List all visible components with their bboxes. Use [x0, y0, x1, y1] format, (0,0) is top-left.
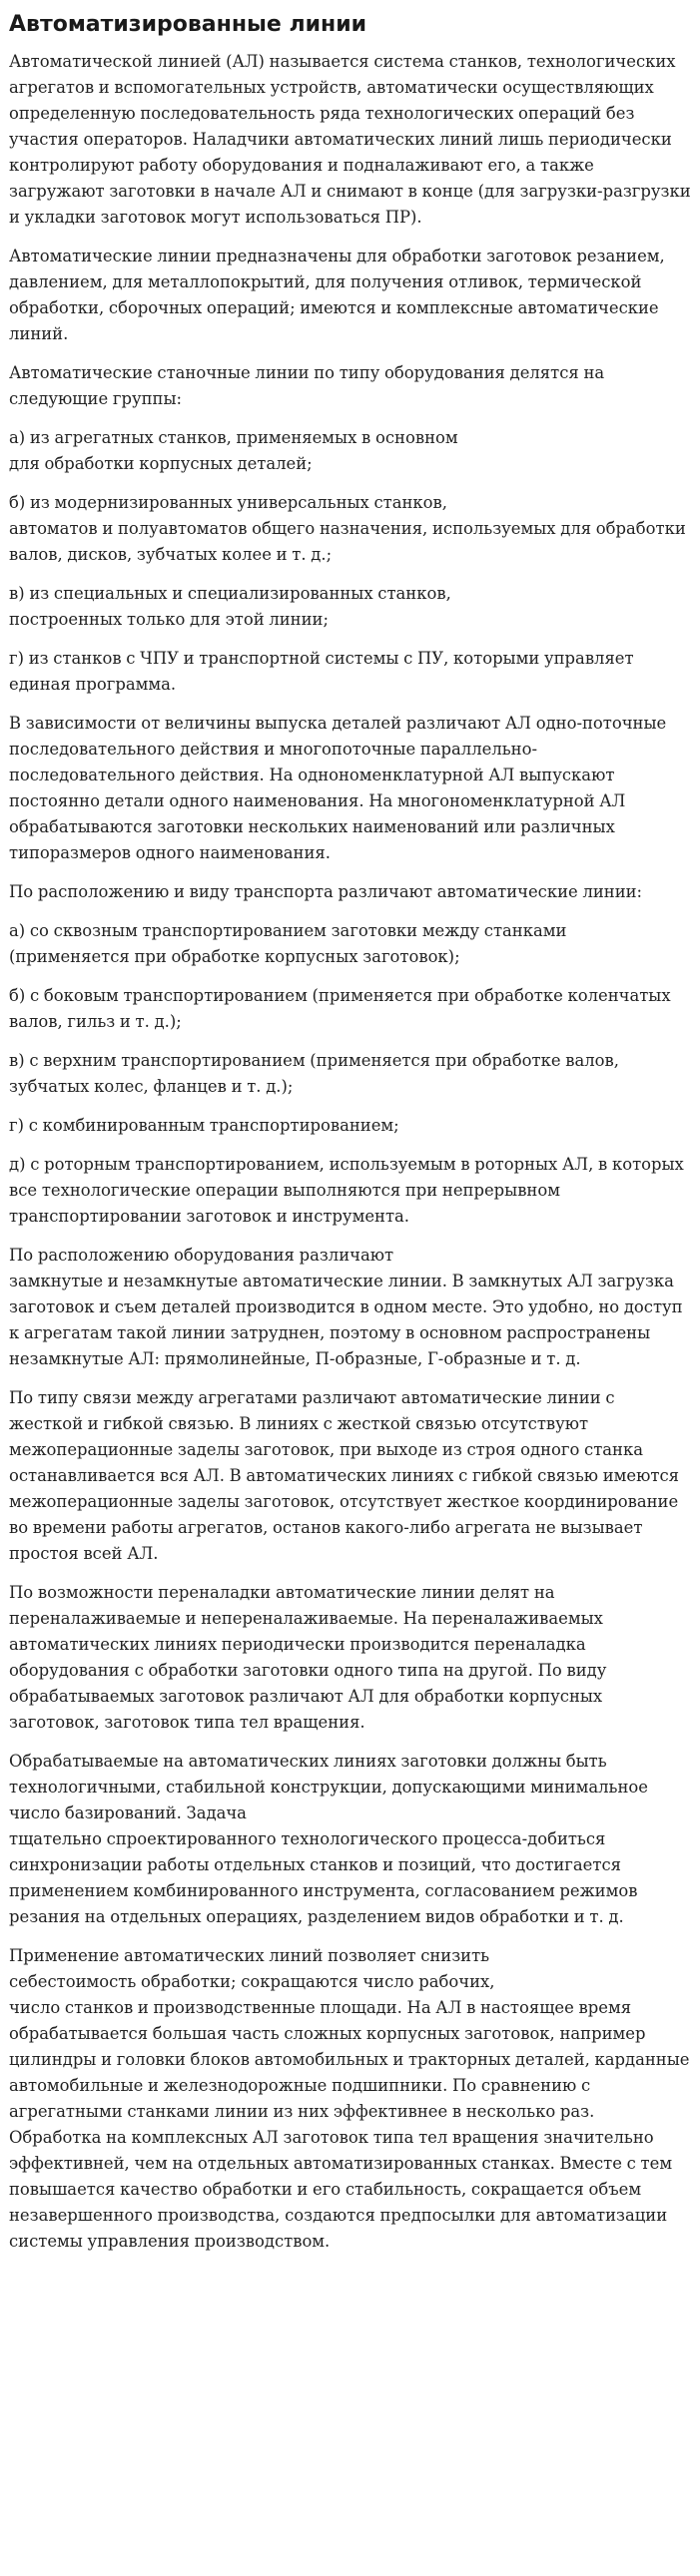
article-title: Автоматизированные линии: [9, 12, 367, 37]
paragraph-workpieces: Обрабатываемые на автоматических линиях заготовки должны быть технологичными, стабильной конструкции, допускающими минимальное число базирований. Задача тщательно спроектированного технологического процесса-добиться синхронизации работы отдельных станков и позиций, что достигается применением комбинированного инструмента, согласованием режимов резания на отдельных операциях, разделением видов обработки и т. д.: [9, 1752, 648, 1926]
list-item-transport-v: в) с верхним транспортированием (применяется при обработке валов, зубчатых колес, фланцев и т. д.);: [9, 1051, 619, 1096]
article-body: [9, 49, 691, 2255]
paragraph-purpose: Автоматические линии предназначены для обработки заготовок резанием, давлением, для металлопокрытий, для получения отливок, термической обработки, сборочных операций; имеются и комплексные автоматические линий.: [9, 247, 665, 343]
paragraph-benefits: Применение автоматических линий позволяет снизить себестоимость обработки; сокращаются число рабочих, число станков и производственные площади. На АЛ в настоящее время обрабатывается большая часть сложных корпусных заготовок, например цилиндры и головки блоков автомобильных и тракторных деталей, карданные автомобильные и железнодорожные подшипники. По сравнению с агрегатными станками линии из них эффективнее в несколько раз. Обработка на комплексных АЛ заготовок типа тел вращения значительно эффективней, чем на отдельных автоматизированных станках. Вместе с тем повышается качество обработки и его стабильность, сокращается объем незавершенного производства, создаются предпосылки для автоматизации системы управления производством.: [9, 1946, 690, 2251]
paragraph-layout: По расположению оборудования различают замкнутые и незамкнутые автоматические линии. В замкнутых АЛ загрузка заготовок и съем деталей производится в одном месте. Это удобно, но доступ к агрегатам такой линии затруднен, поэтому в основном распространены незамкнутые АЛ: прямолинейные, П-образные, Г-образные и т. д.: [9, 1246, 683, 1368]
paragraph-coupling: По типу связи между агрегатами различают автоматические линии с жесткой и гибкой связью. В линиях с жесткой связью отсутствуют межоперационные заделы заготовок, при выходе из строя одного станка останавливается вся АЛ. В автоматических линиях с гибкой связью имеются межоперационные заделы заготовок, отсутствует жесткое координирование во времени работы агрегатов, останов какого-либо агрегата не вызывает простоя всей АЛ.: [9, 1388, 679, 1563]
paragraph-equipment-groups: Автоматические станочные линии по типу оборудования делятся на следующие группы:: [9, 363, 605, 408]
list-item-transport-a: а) со сквозным транспортированием заготовки между станками (применяется при обработке корпусных заготовок);: [9, 921, 567, 966]
paragraph-definition: Автоматической линией (АЛ) называется система станков, технологических агрегатов и вспомогательных устройств, автоматически осуществляющих определенную последовательность ряда технологических операций без участия операторов. Наладчики автоматических линий лишь периодически контролируют работу оборудования и подналаживают его, а также загружают заготовки в начале АЛ и снимают в конце (для загрузки-разгрузки и укладки заготовок могут использоваться ПР).: [9, 52, 691, 227]
paragraph-changeover: По возможности переналадки автоматические линии делят на переналаживаемые и непереналаживаемые. На переналаживаемых автоматических линиях периодически производится переналадка оборудования с обработки заготовки одного типа на другой. По виду обрабатываемых заготовок различают АЛ для обработки корпусных заготовок, заготовок типа тел вращения.: [9, 1583, 607, 1732]
list-item-group-a: а) из агрегатных станков, применяемых в основном для обработки корпусных деталей;: [9, 428, 458, 473]
paragraph-output-volume: В зависимости от величины выпуска деталей различают АЛ одно-поточные последовательного действия и многопоточные параллельно-последовательного действия. На однономенклатурной АЛ выпускают постоянно детали одного наименования. На многономенклатурной АЛ обрабатываются заготовки нескольких наименований или различных типоразмеров одного наименования.: [9, 714, 667, 862]
list-item-group-v: в) из специальных и специализированных станков, построенных только для этой линии;: [9, 584, 451, 629]
list-item-transport-g: г) с комбинированным транспортированием;: [9, 1116, 399, 1135]
list-item-transport-b: б) с боковым транспортированием (применяется при обработке коленчатых валов, гильз и т. д.);: [9, 986, 671, 1031]
list-item-transport-d: д) с роторным транспортированием, используемым в роторных АЛ, в которых все технологические операции выполняются при непрерывном транспортировании заготовок и инструмента.: [9, 1155, 684, 1226]
paragraph-transport-types: По расположению и виду транспорта различают автоматические линии:: [9, 882, 643, 901]
list-item-group-b: б) из модернизированных универсальных станков, автоматов и полуавтоматов общего назначения, используемых для обработки валов, дисков, зубчатых колее и т. д.;: [9, 493, 686, 564]
list-item-group-g: г) из станков с ЧПУ и транспортной системы с ПУ, которыми управляет единая программа.: [9, 649, 634, 694]
